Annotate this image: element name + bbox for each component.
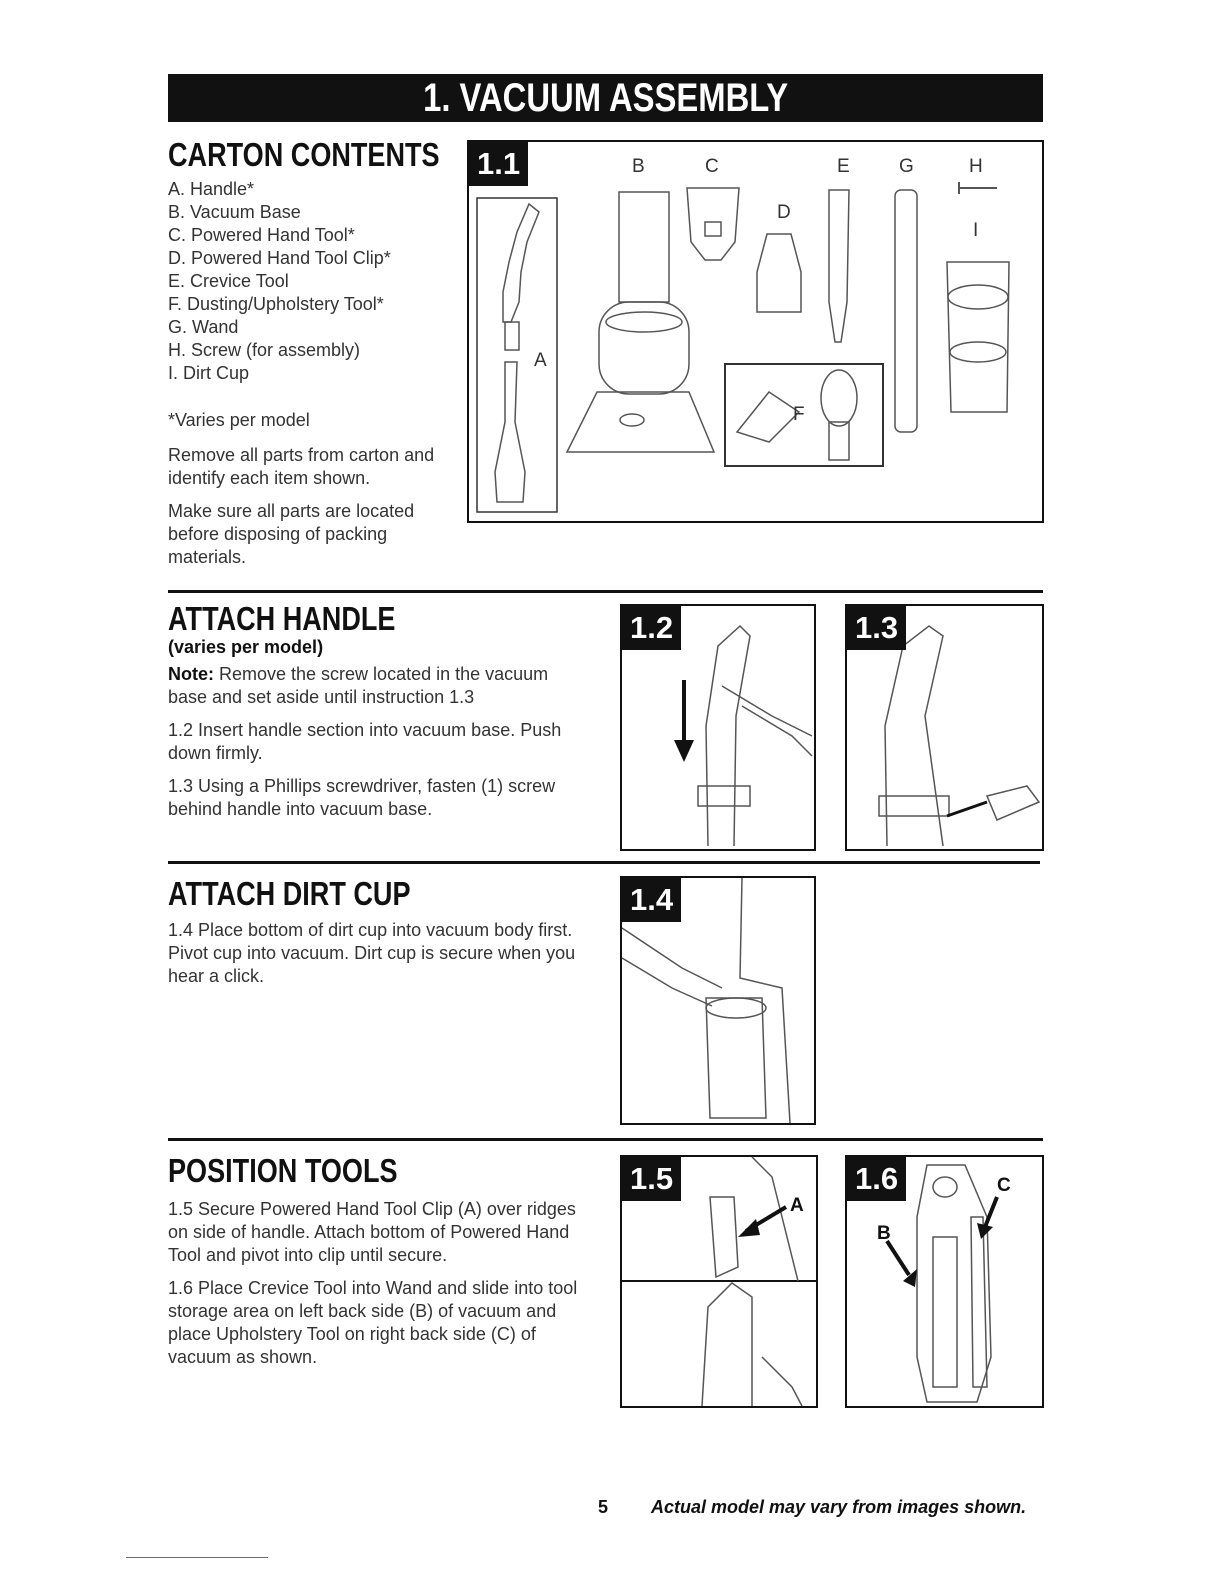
arrow-b-shaft: [887, 1241, 909, 1275]
figure-tag: 1.3: [847, 606, 906, 650]
crevice-storage: [933, 1237, 957, 1387]
figure-1-2: [620, 604, 816, 851]
list-item: D. Powered Hand Tool Clip*: [168, 248, 391, 268]
label-a: A: [790, 1195, 804, 1216]
list-item: A. Handle*: [168, 179, 255, 199]
figure-1-4: [620, 876, 816, 1125]
label-g: G: [899, 156, 914, 177]
footer-disclaimer: Actual model may vary from images shown.: [651, 1497, 1027, 1517]
note-text: Remove the screw located in the vacuum base and set aside until instruction 1.3: [168, 664, 549, 707]
vacuum-base-foot: [567, 392, 714, 452]
bottom-underline: [126, 1557, 268, 1558]
arrow-c-head: [977, 1223, 993, 1239]
figure-tag: 1.6: [847, 1157, 906, 1201]
section-divider: [168, 1138, 1043, 1141]
figure-1-5: [620, 1155, 818, 1408]
list-item: B. Vacuum Base: [168, 202, 301, 222]
section-divider: [168, 861, 1040, 864]
label-b: B: [632, 156, 645, 177]
handle-neck: [505, 322, 519, 350]
list-item: H. Screw (for assembly): [168, 340, 361, 360]
attach-dirt-cup-heading: ATTACH DIRT CUP: [168, 875, 411, 912]
figure-1-3: [845, 604, 1044, 851]
wand-shape: [895, 190, 917, 432]
section-title: 1. VACUUM ASSEMBLY: [422, 76, 789, 120]
dirt-cup-outline: [706, 998, 766, 1118]
handle-outline: [885, 626, 943, 846]
list-item: E. Crevice Tool: [168, 271, 289, 291]
crevice-tool-shape: [829, 190, 849, 342]
hand-tool-top: [710, 1197, 738, 1277]
step-1-6: 1.6 Place Crevice Tool into Wand and slide into tool storage area on left back side (B) of vacuum and place Upholstery Tool on right back side (C) of vacuum as shown.: [168, 1278, 578, 1367]
figure-tag: 1.4: [622, 878, 681, 922]
figure-1-6: [845, 1155, 1044, 1408]
figure-tag: 1.2: [622, 606, 681, 650]
figure-tag: 1.5: [622, 1157, 681, 1201]
label-c: C: [997, 1175, 1011, 1196]
carton-parts-illustration: [469, 142, 1042, 521]
position-tools-text: [168, 1198, 588, 1379]
list-item: G. Wand: [168, 317, 239, 337]
figure-1-1: [467, 140, 1044, 523]
label-d: D: [777, 202, 791, 223]
section-title-banner: [168, 74, 1043, 122]
section-divider: [168, 590, 1043, 593]
attach-handle-text: [168, 636, 588, 831]
list-item: F. Dusting/Upholstery Tool*: [168, 294, 384, 314]
attach-dirt-cup-text: [168, 919, 593, 998]
handle-lower: [495, 362, 525, 502]
handle-grip-shape: [503, 204, 539, 322]
hand-tool-clip-shape: [757, 234, 801, 312]
figure-tag: 1.1: [469, 142, 528, 186]
vacuum-base-column: [619, 192, 669, 302]
vacuum-back-outline: [917, 1165, 991, 1402]
label-e: E: [837, 156, 850, 177]
label-i: I: [973, 220, 979, 241]
remove-parts-text: Remove all parts from carton and identify each item shown.: [168, 445, 435, 488]
varies-per-model: (varies per model): [168, 637, 324, 657]
arrow-c-shaft: [985, 1197, 997, 1227]
screwdriver-shaft: [947, 802, 987, 816]
label-f: F: [793, 404, 805, 425]
step-1-4: 1.4 Place bottom of dirt cup into vacuum body first. Pivot cup into vacuum. Dirt cup is secure when you hear a click.: [168, 920, 576, 986]
vacuum-lower: [702, 1283, 752, 1406]
carton-contents-heading: CARTON CONTENTS: [168, 136, 440, 173]
note-label: Note:: [168, 664, 214, 684]
attach-handle-heading: ATTACH HANDLE: [168, 600, 396, 637]
step-1-2: 1.2 Insert handle section into vacuum base. Push down firmly.: [168, 720, 562, 763]
list-item: I. Dirt Cup: [168, 363, 250, 383]
dusting-tool-shape: [737, 392, 799, 442]
label-c: C: [705, 156, 719, 177]
powered-hand-tool-shape: [687, 188, 739, 260]
page-number: 5: [598, 1497, 609, 1517]
arrow-a-head: [738, 1219, 760, 1237]
dispose-text: Make sure all parts are located before disposing of packing materials.: [168, 501, 415, 567]
position-tools-heading: POSITION TOOLS: [168, 1152, 398, 1189]
upholstery-storage: [971, 1217, 987, 1387]
handle-outline: [706, 626, 750, 846]
carton-contents-list: [168, 178, 458, 385]
hand-shape: [987, 786, 1039, 820]
push-arrow-head: [674, 740, 694, 762]
label-a: A: [534, 350, 547, 371]
step-1-5: 1.5 Secure Powered Hand Tool Clip (A) over ridges on side of handle. Attach bottom of Powered Hand Tool and pivot into clip until secure.: [168, 1199, 576, 1265]
label-b: B: [877, 1223, 891, 1244]
label-h: H: [969, 156, 983, 177]
step-1-3: 1.3 Using a Phillips screwdriver, fasten (1) screw behind handle into vacuum base.: [168, 776, 556, 819]
list-item: C. Powered Hand Tool*: [168, 225, 355, 245]
carton-notes: [168, 409, 458, 579]
note-paragraph: [168, 663, 588, 709]
varies-note: *Varies per model: [168, 410, 310, 430]
